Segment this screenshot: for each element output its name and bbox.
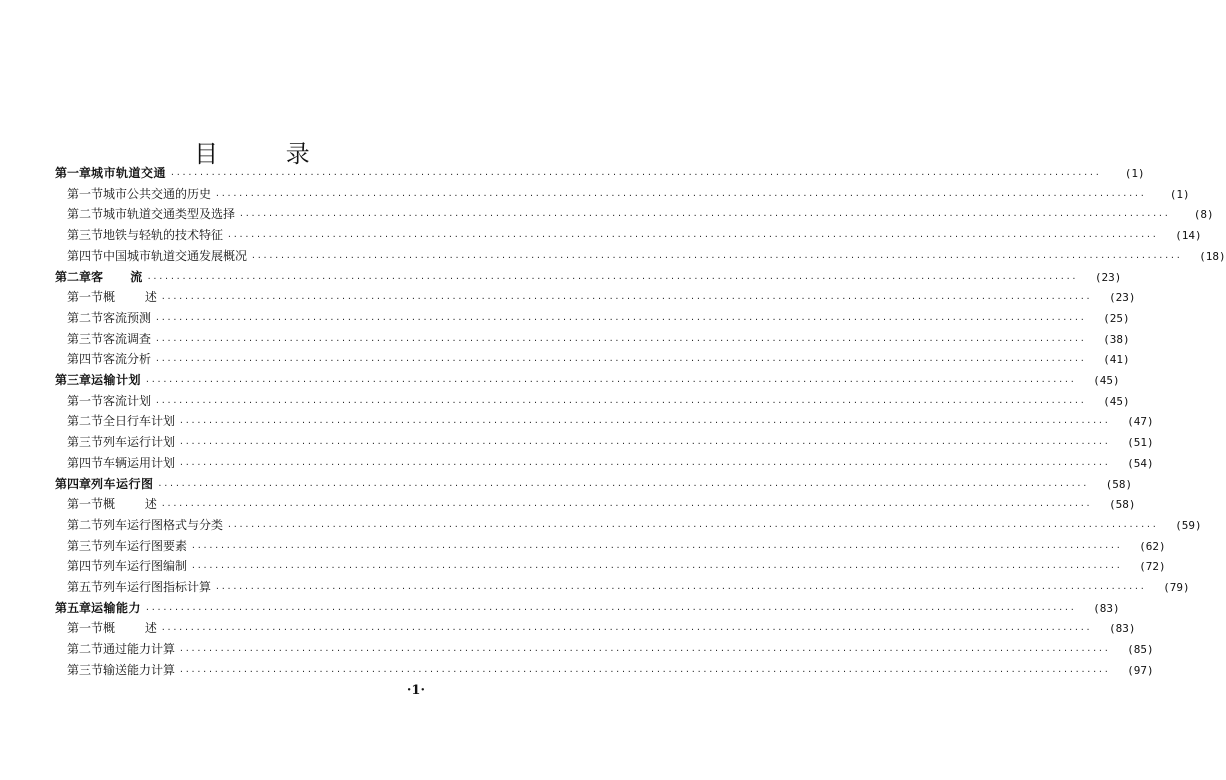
page-ref: (97) [1127, 663, 1154, 677]
page-ref: (41) [1103, 353, 1130, 367]
page-ref: (23) [1094, 270, 1122, 284]
toc-section-entry [67, 536, 1166, 556]
toc-chapter-entry [55, 163, 1145, 183]
section-number: 第四节 [67, 559, 104, 574]
toc-chapter-entry [55, 370, 1120, 390]
page-ref: (38) [1103, 332, 1130, 346]
page-ref: (47) [1127, 415, 1154, 429]
section-title: 客流调查 [103, 331, 152, 346]
section-number: 第二节 [67, 517, 104, 532]
chapter-title: 客 流 [91, 269, 143, 284]
page-ref: (51) [1127, 436, 1154, 450]
leader-dots: ································································································································································ [145, 377, 1076, 386]
toc-section-entry [67, 308, 1130, 328]
section-title: 客流预测 [103, 310, 152, 325]
toc-chapter-entry [55, 267, 1122, 287]
toc-section-entry [67, 556, 1166, 576]
toc-section-entry [67, 618, 1136, 638]
toc-section-entry [67, 432, 1154, 452]
section-number: 第一节 [67, 186, 104, 201]
page-ref: (1) [1169, 187, 1190, 201]
toc-section-entry [67, 246, 1226, 266]
section-number: 第三节 [67, 538, 104, 553]
section-title: 城市公共交通的历史 [103, 186, 212, 201]
toc-section-entry [67, 184, 1190, 204]
section-number: 第一节 [67, 621, 104, 636]
toc-section-entry [67, 287, 1136, 307]
section-title: 列车运行图要素 [103, 538, 188, 553]
chapter-number: 第四章 [55, 476, 92, 491]
page-ref: (23) [1108, 291, 1136, 305]
chapter-number: 第三章 [55, 373, 92, 387]
toc-section-entry [67, 225, 1202, 245]
section-title: 全日行车计划 [103, 414, 176, 429]
leader-dots: ································································································································································ [155, 335, 1086, 345]
page-ref: (25) [1103, 311, 1130, 325]
leader-dots: ································································································································································ [160, 294, 1092, 304]
leader-dots: ································································································································································ [170, 170, 1101, 179]
page-ref: (14) [1175, 229, 1202, 243]
section-title: 车辆运用计划 [103, 455, 176, 470]
section-title: 中国城市轨道交通发展概况 [103, 248, 248, 263]
section-number: 第三节 [67, 331, 104, 346]
leader-dots: ································································································································································ [179, 666, 1110, 676]
toc-section-entry [67, 329, 1130, 349]
page-ref: (59) [1175, 518, 1202, 532]
section-title: 客流计划 [103, 393, 152, 408]
page-ref: (62) [1139, 539, 1166, 553]
leader-dots: ································································································································································ [155, 314, 1086, 324]
page-ref: (58) [1108, 498, 1136, 512]
leader-dots: ································································································································································ [215, 584, 1146, 593]
leader-dots: ································································································································································ [145, 604, 1076, 614]
page-title: 目 录 [194, 140, 340, 169]
section-number: 第二节 [67, 310, 104, 325]
chapter-number: 第一章 [55, 166, 92, 180]
toc-section-entry [67, 411, 1154, 431]
section-title: 客流分析 [103, 352, 152, 367]
section-number: 第三节 [67, 662, 104, 677]
section-title: 概 述 [103, 621, 157, 636]
leader-dots: ································································································································································ [239, 211, 1170, 221]
section-number: 第三节 [67, 228, 104, 243]
leader-dots: ································································································································································ [179, 439, 1110, 449]
section-number: 第四节 [67, 248, 104, 263]
leader-dots: ································································································································································ [146, 273, 1078, 283]
chapter-title: 运输计划 [91, 373, 142, 387]
leader-dots: ································································································································································ [179, 418, 1110, 428]
page-ref: (1) [1124, 167, 1145, 180]
leader-dots: ································································································································································ [179, 646, 1110, 656]
page-number: ·1· [406, 683, 425, 698]
section-number: 第一节 [67, 497, 104, 512]
section-title: 列车运行计划 [103, 435, 176, 450]
section-title: 概 述 [103, 497, 157, 512]
section-number: 第五节 [67, 580, 104, 594]
leader-dots: ································································································································································ [160, 625, 1092, 635]
toc-section-entry [67, 515, 1202, 535]
section-title: 城市轨道交通类型及选择 [103, 207, 236, 222]
page-ref: (18) [1199, 249, 1226, 263]
toc-section-entry [67, 577, 1190, 597]
toc-chapter-entry [55, 598, 1120, 618]
leader-dots: ································································································································································ [191, 563, 1122, 573]
page-ref: (72) [1139, 560, 1166, 574]
leader-dots: ································································································································································ [160, 501, 1092, 511]
section-title: 列车运行图指标计算 [103, 580, 212, 594]
section-title: 通过能力计算 [103, 642, 176, 657]
leader-dots: ································································································································································ [227, 521, 1158, 531]
section-number: 第一节 [67, 393, 104, 408]
page-ref: (8) [1193, 208, 1214, 222]
section-number: 第二节 [67, 414, 104, 429]
section-number: 第一节 [67, 290, 104, 305]
leader-dots: ································································································································································ [227, 232, 1158, 242]
page-ref: (45) [1093, 374, 1120, 387]
toc-section-entry [67, 660, 1154, 680]
chapter-title: 列车运行图 [91, 476, 154, 491]
chapter-number: 第二章 [55, 269, 92, 284]
section-number: 第二节 [67, 207, 104, 222]
leader-dots: ································································································································································ [157, 480, 1089, 490]
toc-section-entry [67, 494, 1136, 514]
section-number: 第四节 [67, 352, 104, 367]
chapter-title: 城市轨道交通 [91, 166, 167, 180]
page-ref: (79) [1163, 581, 1190, 594]
toc-section-entry [67, 349, 1130, 369]
section-title: 列车运行图格式与分类 [103, 517, 224, 532]
toc-section-entry [67, 391, 1130, 411]
leader-dots: ································································································································································ [155, 356, 1086, 366]
page-ref: (58) [1105, 477, 1133, 491]
leader-dots: ································································································································································ [251, 252, 1182, 262]
leader-dots: ································································································································································ [191, 542, 1122, 552]
section-number: 第四节 [67, 455, 104, 470]
page-ref: (83) [1093, 601, 1120, 615]
leader-dots: ································································································································································ [179, 459, 1110, 469]
toc-section-entry [67, 453, 1154, 473]
toc-section-entry [67, 204, 1214, 224]
toc-section-entry [67, 639, 1154, 659]
chapter-number: 第五章 [55, 600, 92, 615]
page-ref: (83) [1108, 622, 1136, 636]
toc-chapter-entry [55, 474, 1133, 494]
section-title: 列车运行图编制 [103, 559, 188, 574]
chapter-title: 运输能力 [91, 600, 142, 615]
page-ref: (54) [1127, 456, 1154, 470]
leader-dots: ································································································································································ [215, 190, 1146, 200]
section-number: 第三节 [67, 435, 104, 450]
leader-dots: ································································································································································ [155, 397, 1086, 407]
page-ref: (85) [1127, 643, 1154, 657]
section-number: 第二节 [67, 642, 104, 657]
section-title: 概 述 [103, 290, 157, 305]
page-ref: (45) [1103, 394, 1130, 408]
section-title: 输送能力计算 [103, 662, 176, 677]
section-title: 地铁与轻轨的技术特征 [103, 228, 224, 243]
